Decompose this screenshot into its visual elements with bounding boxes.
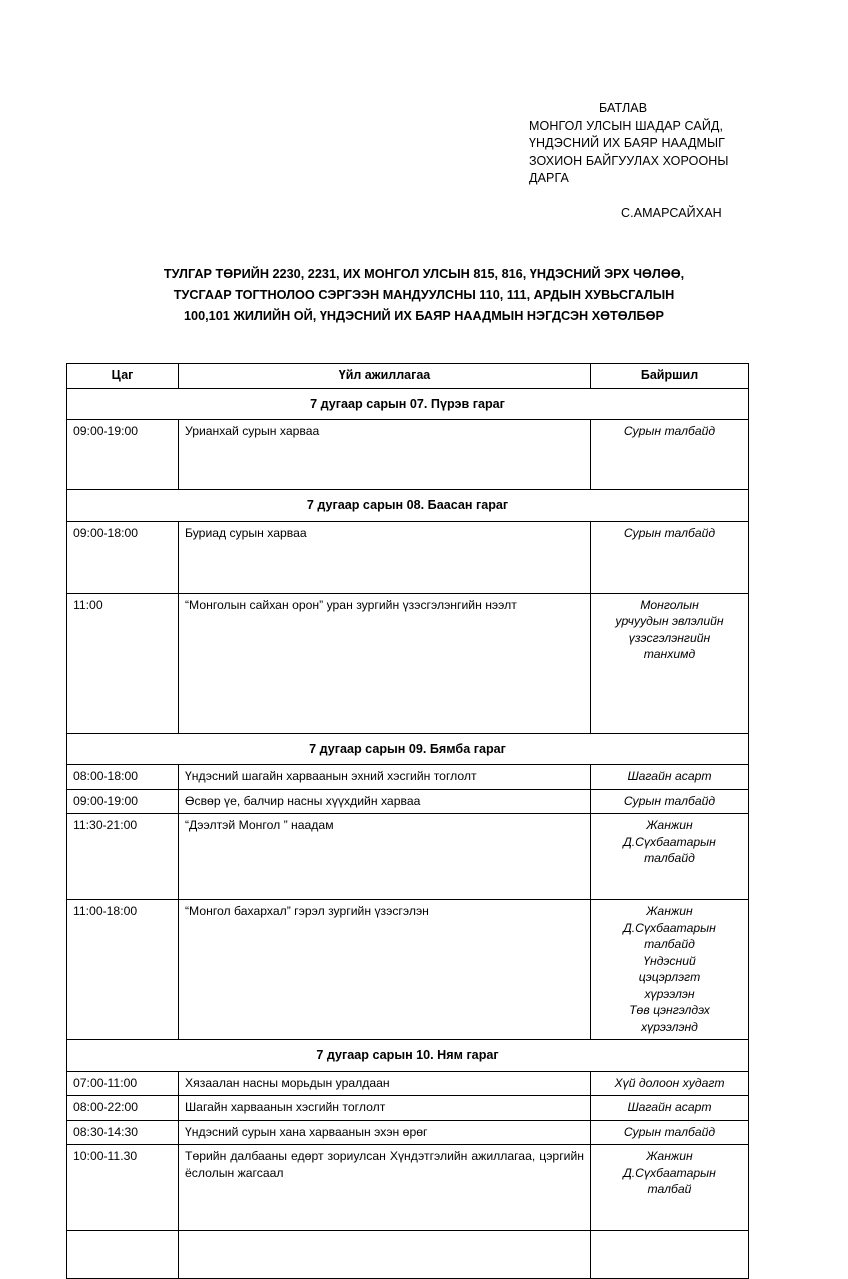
- cell-time: 11:00-18:00: [67, 900, 179, 1040]
- cell-activity: “Монгол бахархал” гэрэл зургийн үзэсгэлэн: [179, 900, 591, 1040]
- table-body: [67, 388, 749, 1279]
- cell-location: [591, 1071, 749, 1096]
- location-line: Сурын талбайд: [623, 1124, 716, 1139]
- column-header-activity: Үйл ажиллагаа: [179, 364, 591, 389]
- location-line: талбай: [647, 1182, 692, 1196]
- table-header-row: [67, 364, 749, 389]
- location-line: Шагайн асарт: [627, 769, 712, 783]
- cell-location: [591, 1096, 749, 1121]
- day-header-row: [67, 1040, 749, 1072]
- cell-activity: “Монголын сайхан орон” уран зургийн үзэсгэлэнгийн нээлт: [179, 593, 591, 733]
- approval-line-2: ҮНДЭСНИЙ ИХ БАЯР НААДМЫГ: [529, 136, 726, 150]
- location-line: талбайд: [644, 937, 695, 951]
- cell-location: [591, 420, 749, 490]
- table-row: [67, 420, 749, 490]
- cell-location: [591, 765, 749, 790]
- day-label: 7 дугаар сарын 09. Бямба гараг: [67, 733, 749, 765]
- location-line: Жанжин: [646, 818, 693, 832]
- cell-activity: “Дээлтэй Монгол ” наадам: [179, 814, 591, 900]
- table-row: [67, 1071, 749, 1096]
- location-line: Д.Сүхбаатарын: [623, 920, 716, 935]
- approval-line-4: ДАРГА: [529, 171, 569, 185]
- approval-line-1: МОНГОЛ УЛСЫН ШАДАР САЙД,: [529, 118, 724, 133]
- cell-time: 08:30-14:30: [67, 1120, 179, 1145]
- table-row: [67, 1145, 749, 1231]
- cell-time: 11:30-21:00: [67, 814, 179, 900]
- approval-block: [529, 100, 782, 222]
- location-line: Шагайн асарт: [627, 1100, 712, 1114]
- cell-time: 11:00: [67, 593, 179, 733]
- approval-line-batlav: БАТЛАВ: [599, 101, 648, 115]
- title-line-2: ТУСГААР ТОГТНОЛОО СЭРГЭЭН МАНДУУЛСНЫ 110, 111, АРДЫН ХУВЬСГАЛЫН: [173, 288, 675, 302]
- cell-activity: Өсвөр үе, балчир насны хүүхдийн харваа: [179, 789, 591, 814]
- spacer-cell-activity: [179, 1231, 591, 1279]
- cell-activity: Хязаалан насны морьдын уралдаан: [179, 1071, 591, 1096]
- table-row: [67, 1120, 749, 1145]
- day-label: 7 дугаар сарын 10. Ням гараг: [67, 1040, 749, 1072]
- table-header: [67, 364, 749, 389]
- cell-location: [591, 593, 749, 733]
- spacer-cell-location: [591, 1231, 749, 1279]
- table-row: [67, 900, 749, 1040]
- location-line: Сурын талбайд: [623, 424, 716, 438]
- location-line: Хүй долоон худагт: [614, 1075, 725, 1090]
- cell-activity: Шагайн харваанын хэсгийн тоглолт: [179, 1096, 591, 1121]
- location-line: Үндэсний: [643, 953, 696, 968]
- cell-location: [591, 1120, 749, 1145]
- title-line-3: 100,101 ЖИЛИЙН ОЙ, ҮНДЭСНИЙ ИХ БАЯР НААДМЫН НЭГДСЭН ХӨТӨЛБӨР: [183, 309, 664, 323]
- location-line: танхимд: [643, 647, 696, 661]
- location-line: талбайд: [644, 851, 695, 865]
- column-header-time: Цаг: [67, 364, 179, 389]
- page-title: [66, 264, 782, 327]
- cell-activity: Үндэсний шагайн харваанын эхний хэсгийн тоглолт: [179, 765, 591, 790]
- location-line: цэцэрлэгт: [638, 970, 701, 984]
- location-line: хүрээлэнд: [641, 1019, 698, 1034]
- column-header-location: Байршил: [591, 364, 749, 389]
- title-line-1: ТУЛГАР ТӨРИЙН 2230, 2231, ИХ МОНГОЛ УЛСЫН 815, 816, ҮНДЭСНИЙ ЭРХ ЧӨЛӨӨ,: [163, 267, 685, 281]
- location-line: Сурын талбайд: [623, 793, 716, 808]
- cell-time: 09:00-19:00: [67, 420, 179, 490]
- cell-activity: Үндэсний сурын хана харваанын эхэн өрөг: [179, 1120, 591, 1145]
- location-line: Жанжин: [646, 1149, 693, 1163]
- location-line: Д.Сүхбаатарын: [623, 1165, 716, 1180]
- approval-signer: С.АМАРСАЙХАН: [621, 205, 722, 220]
- table-row: [67, 814, 749, 900]
- cell-time: 09:00-18:00: [67, 521, 179, 593]
- table-spacer-row: [67, 1231, 749, 1279]
- approval-line-3: ЗОХИОН БАЙГУУЛАХ ХОРООНЫ: [529, 153, 729, 168]
- cell-activity: Төрийн далбааны едөрт зориулсан Хүндэтгэлийн ажиллагаа, цэргийн ёслолын жагсаал: [179, 1145, 591, 1231]
- cell-location: [591, 900, 749, 1040]
- cell-time: 10:00-11.30: [67, 1145, 179, 1231]
- spacer-cell-time: [67, 1231, 179, 1279]
- table-row: [67, 765, 749, 790]
- location-line: урчуудын эвлэлийн: [615, 614, 724, 628]
- cell-time: 07:00-11:00: [67, 1071, 179, 1096]
- day-label: 7 дугаар сарын 08. Баасан гараг: [67, 490, 749, 522]
- table-row: [67, 789, 749, 814]
- cell-location: [591, 814, 749, 900]
- location-line: үзэсгэлэнгийн: [628, 630, 711, 645]
- location-line: Төв цэнгэлдэх: [629, 1003, 710, 1017]
- cell-location: [591, 1145, 749, 1231]
- table-row: [67, 521, 749, 593]
- cell-location: [591, 521, 749, 593]
- day-header-row: [67, 490, 749, 522]
- cell-activity: Буриад сурын харваа: [179, 521, 591, 593]
- table-row: [67, 1096, 749, 1121]
- day-header-row: [67, 733, 749, 765]
- day-header-row: [67, 388, 749, 420]
- location-line: Жанжин: [646, 904, 693, 918]
- cell-time: 09:00-19:00: [67, 789, 179, 814]
- cell-time: 08:00-18:00: [67, 765, 179, 790]
- day-label: 7 дугаар сарын 07. Пүрэв гараг: [67, 388, 749, 420]
- schedule-table: [66, 363, 749, 1279]
- cell-time: 08:00-22:00: [67, 1096, 179, 1121]
- location-line: Монголын: [640, 597, 699, 612]
- table-row: [67, 593, 749, 733]
- location-line: хүрээлэн: [644, 986, 695, 1001]
- cell-activity: Урианхай сурын харваа: [179, 420, 591, 490]
- location-line: Сурын талбайд: [623, 525, 716, 540]
- location-line: Д.Сүхбаатарын: [623, 834, 716, 849]
- cell-location: [591, 789, 749, 814]
